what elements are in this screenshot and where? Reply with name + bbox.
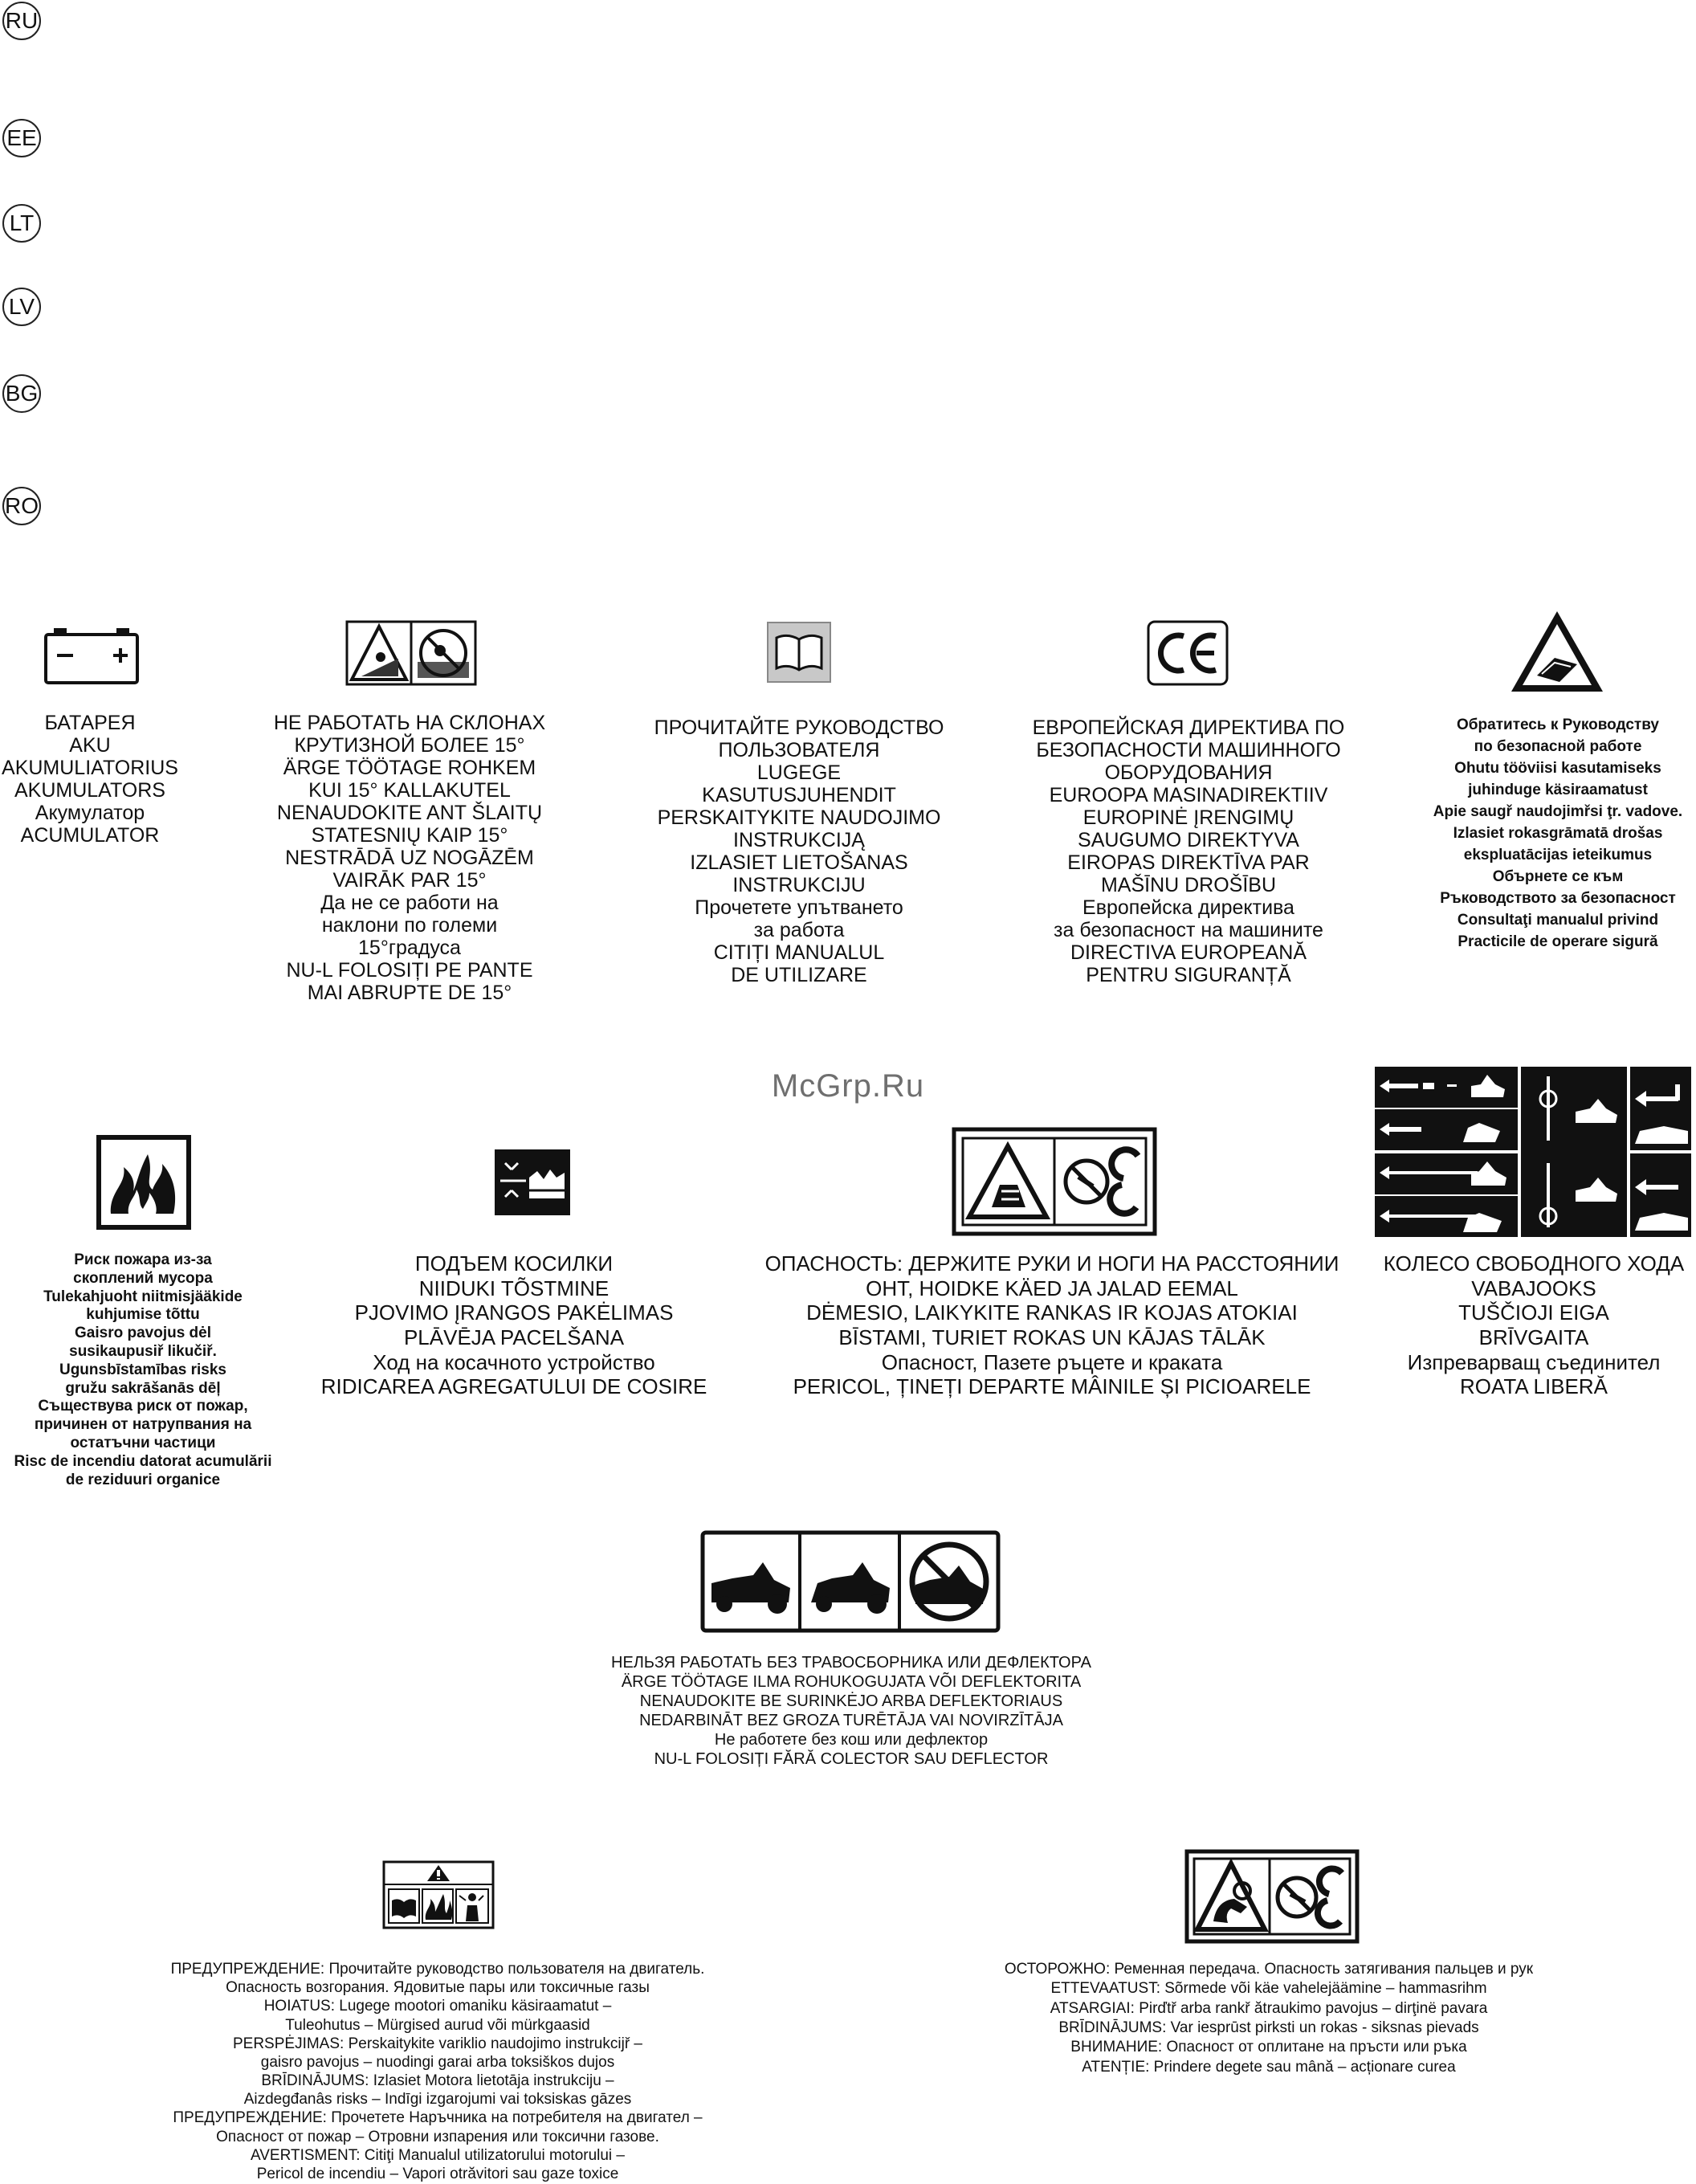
lang-badge-ro: RO	[2, 487, 41, 525]
manual-book-icon	[767, 622, 831, 683]
slope-label: НЕ РАБОТАТЬ НА СКЛОНАХ КРУТИЗНОЙ БОЛЕЕ 15° ÄRGE TÖÖTAGE ROHKEM KUI 15° KALLAKUTEL NENAUDOKITE ANT ŠLAITŲ STATESNIŲ KAIP 15° NESTRĀDĀ UZ NOGĀZĒM VAIRĀK PAR 15° Да не се работи на наклони по големи 15°градуса NU-L FOLOSIȚI PE PANTE MAI ABRUPTE DE 15°	[273, 712, 546, 1004]
slope-warning-icon	[345, 620, 477, 686]
mower-lift-label: ПОДЪЕМ КОСИЛКИ NIIDUKI TÕSTMINE PJOVIMO ĮRANGOS PAKĖLIMAS PLĀVĒJA PACELŠANA Ход на косачното устройство RIDICAREA AGREGATULUI DE COSIRE	[320, 1251, 707, 1399]
freewheel-label: КОЛЕСО СВОБОДНОГО ХОДА VABAJOOKS TUŠČIOJI EIGA BRĪVGAITA Изпреварващ съединител ROATA LIBERĂ	[1383, 1251, 1685, 1399]
battery-label: БАТАРЕЯ AKU AKUMULIATORIUS AKUMULATORS Акумулатор ACUMULATOR	[2, 712, 178, 847]
ce-mark-icon	[1147, 620, 1229, 686]
collector-deflector-icon	[700, 1530, 1001, 1633]
watermark: McGrp.Ru	[771, 1068, 925, 1104]
mower-lift-icon	[494, 1149, 571, 1216]
lang-badge-ee: EE	[2, 119, 41, 157]
battery-icon	[44, 628, 139, 684]
ce-directive-label: ЕВРОПЕЙСКАЯ ДИРЕКТИВА ПО БЕЗОПАСНОСТИ МАШИННОГО ОБОРУДОВАНИЯ EUROOPA MASINADIREKTIIV EUROPINĖ ĮRENGIMŲ SAUGUMO DIREKTYVA EIROPAS DIREKTĪVA PAR MAŠĪNU DROŠĪBU Европейска директива за безопасност на машините DIRECTIVA EUROPEANĂ PENTRU SIGURANȚĂ	[1032, 716, 1345, 986]
freewheel-diagram-icon	[1375, 1067, 1691, 1237]
lang-badge-bg: BG	[2, 374, 41, 413]
belt-entanglement-label: ОСТОРОЖНО: Ременная передача. Опасность затягивания пальцев и рук ETTEVAATUST: Sõrmede või käe vahelejäämine – hammasrihm ATSARGIAI: Pirďtř arba rankř ătraukimo pavojus – dirţinë pavara BRĪDINĀJUMS: Var iesprūst pirksti un rokas - siksnas pievads ВНИМАНИЕ: Опасност от оплитане на пръсти или ръка ATENȚIE: Prindere degete sau mână – acționare curea	[1004, 1961, 1534, 2076]
fire-hazard-label: Риск пожара из-за скоплений мусора Tulekahjuoht niitmisjääkide kuhjumise tõttu Gaisro pavojus dėl susikaupusiř likučiř. Ugunsbīstamības risks gružu sakrāšanās dēļ Съществува риск от пожар, причинен от натрупвания на остатъчни частици Risc de incendiu datorat acumulării de reziduuri organice	[14, 1251, 272, 1488]
hands-feet-danger-label: ОПАСНОСТЬ: ДЕРЖИТЕ РУКИ И НОГИ НА РАССТОЯНИИ OHT, HOIDKE KÄED JA JALAD EEMAL DĖMESIO, LAIKYKITE RANKAS IR KOJAS ATOKIAI BĪSTAMI, TURIET ROKAS UN KĀJAS TĀLĀK Опасност, Пазете ръцете и краката PERICOL, ȚINEȚI DEPARTE MÂINILE ȘI PICIOARELE	[764, 1251, 1339, 1399]
lang-badge-lt: LT	[2, 204, 41, 243]
manual-label: ПРОЧИТАЙТЕ РУКОВОДСТВО ПОЛЬЗОВАТЕЛЯ LUGEGE KASUTUSJUHENDIT PERSKAITYKITE NAUDOJIMO INSTRUKCIJĄ IZLASIET LIETOŠANAS INSTRUKCIJU Прочетете упътването за работа CITIȚI MANUALUL DE UTILIZARE	[654, 716, 944, 986]
lang-badge-lv: LV	[2, 288, 41, 326]
engine-warning-label: ПРЕДУПРЕЖДЕНИЕ: Прочитайте руководство пользователя на двигатель. Опасность возгорания. Ядовитые пары или токсичные газы HOIATUS: Lugege mootori omaniku käsiraamatut – Tuleohutus – Mürgised aurud või mürkgaasid PERSPĖJIMAS: Perskaitykite variklio naudojimo instrukcijř – gaisro pavojus – nuodingi garai arba toksiškos dujos BRĪDINĀJUMS: Izlasiet Motora lietotāja instrukciju – Aizdegđanâs risks – Indīgi izgarojumi vai toksiskas gāzes ПРЕДУПРЕЖДЕНИЕ: Прочетете Наръчника на потребителя на двигател – Опасност от пожар – Отровни изпарения или токсични газове. AVERTISMENT: Citiţi Manualul utilizatorului motorului – Pericol de incendiu – Vapori otrăvitori sau gaze toxice	[170, 1961, 705, 2182]
hands-feet-danger-icon	[952, 1127, 1157, 1236]
warning-read-manual-icon	[1508, 608, 1606, 695]
lang-badge-ru: RU	[2, 2, 41, 40]
collector-deflector-label: НЕЛЬЗЯ РАБОТАТЬ БЕЗ ТРАВОСБОРНИКА ИЛИ ДЕФЛЕКТОРА ÄRGE TÖÖTAGE ILMA ROHUKOGUJATA VÕI DEFLEKTORITA NENAUDOKITE BE SURINKĖJO ARBA DEFLEKTORIAUS NEDARBINĀT BEZ GROZA TURĒTĀJA VAI NOVIRZĪTĀJA Не работете без кош или дефлектор NU-L FOLOSIȚI FĂRĂ COLECTOR SAU DEFLECTOR	[611, 1654, 1091, 1768]
belt-entanglement-icon	[1184, 1849, 1360, 1944]
safety-manual-label: Обратитесь к Руководству по безопасной работе Ohutu tööviisi kasutamiseks juhinduge käsiraamatust Apie saugř naudojimřsi ţr. vadove. Izlasiet rokasgrāmatā drošas ekspluatācijas ieteikumus Обърнете се към Ръководството за безопасност Consultaţi manualul privind Practicile de operare sigură	[1433, 716, 1683, 950]
engine-warning-icon	[382, 1860, 495, 1929]
fire-hazard-icon	[96, 1135, 191, 1230]
